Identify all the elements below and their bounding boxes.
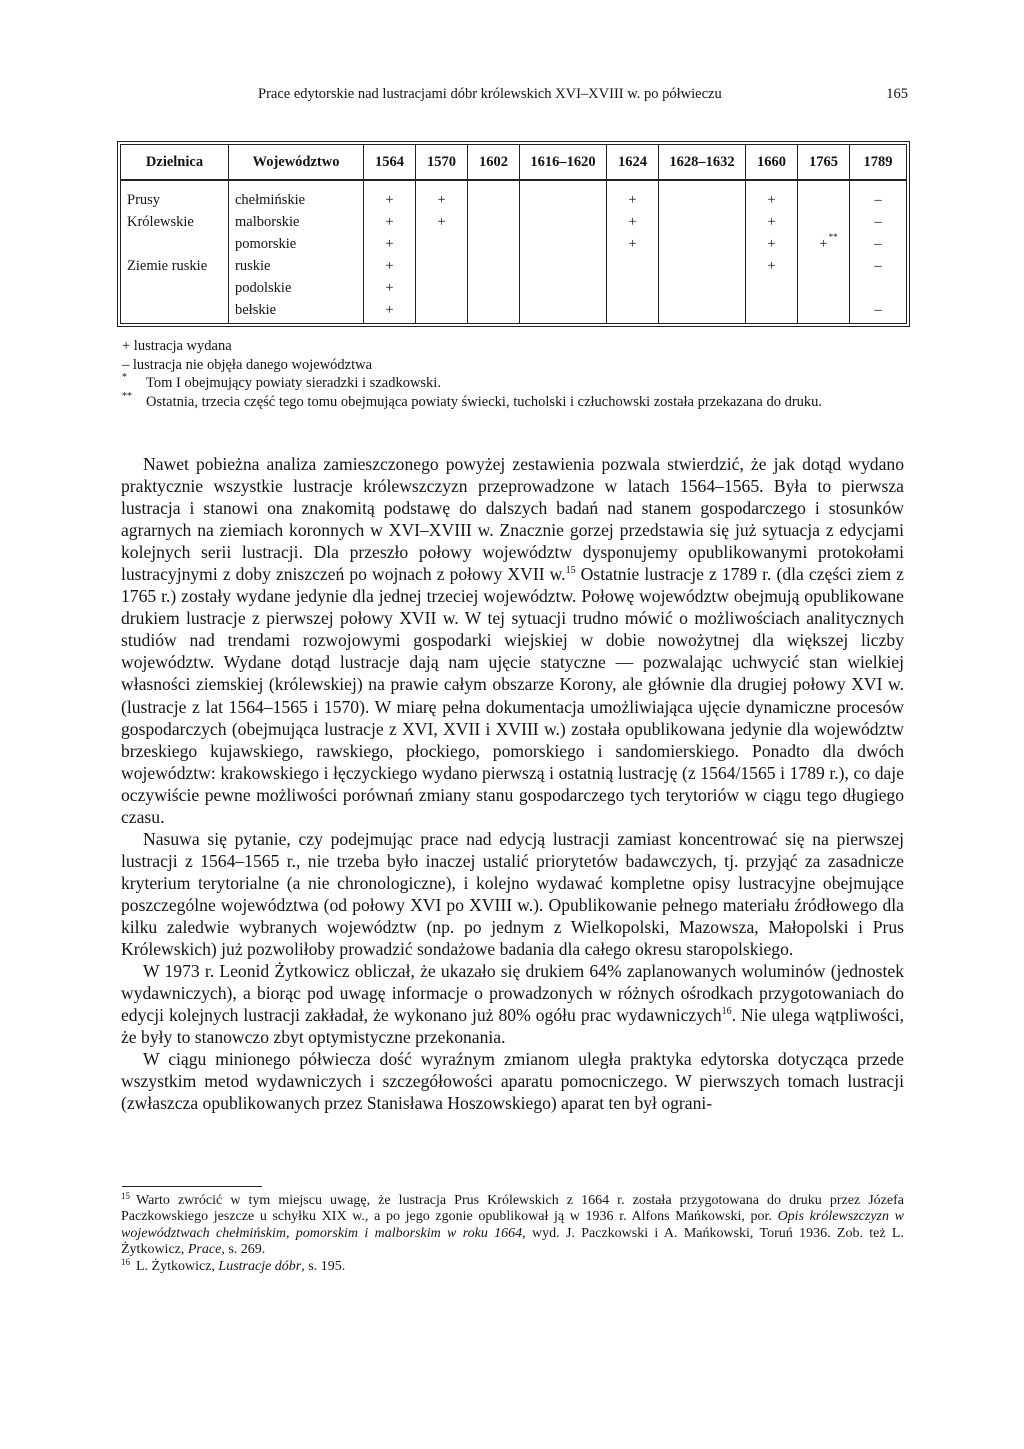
mark-cell xyxy=(363,299,415,323)
footnote-title: Opis królewszczyzn w województwach chełmińskim, pomorskim i malborskim w roku 1664 xyxy=(121,1209,904,1241)
footnote-title: Lustracje dóbr xyxy=(218,1258,302,1274)
spacer-cell xyxy=(415,181,467,189)
note-mark: ** xyxy=(122,390,132,402)
mark-symbol: + xyxy=(767,258,776,274)
footnote-title: Prace xyxy=(187,1242,222,1258)
wojewodztwo-cell: bełskie xyxy=(228,299,363,323)
footnote-text: , wyd. J. Paczkowski i A. Mańkowski, Toruń 1936. Zob. też L. Żytkowicz, xyxy=(121,1225,904,1258)
mark-symbol: – xyxy=(874,214,882,230)
mark-cell xyxy=(606,255,658,277)
mark-cell xyxy=(415,233,467,255)
mark-cell xyxy=(467,233,519,255)
mark-cell xyxy=(363,233,415,255)
footnote-text: L. Żytkowicz, xyxy=(136,1258,219,1274)
footnote-text: Warto zwrócić w tym miejscu uwagę, że lustracja Prus Królewskich z 1664 r. została przygotowana do druku przez Józefa Paczkowskiego jeszcze u schyłku XIX w., a po jego zgonie opublikował ją w 1936 r. Alfons Mańkowski, por. xyxy=(121,1193,904,1225)
dzielnica-cell xyxy=(121,299,228,323)
mark-cell xyxy=(606,189,658,211)
paragraph-3 xyxy=(121,960,904,1048)
mark-symbol: + xyxy=(628,192,637,208)
mark-symbol: + xyxy=(628,214,637,230)
mark-cell xyxy=(658,299,745,323)
column-header: Województwo xyxy=(228,145,363,181)
dzielnica-cell: Królewskie xyxy=(127,214,194,230)
mark-symbol: + xyxy=(767,192,776,208)
footnote-16 xyxy=(121,1256,904,1275)
note-text: Tom I obejmujący powiaty sieradzki i szadkowski. xyxy=(146,375,441,392)
mark-cell xyxy=(658,211,745,233)
mark-cell xyxy=(467,189,519,211)
mark-symbol: + xyxy=(767,236,776,252)
mark-symbol: + xyxy=(385,214,394,230)
mark-cell xyxy=(745,189,797,211)
table-row xyxy=(121,189,906,211)
mark-symbol: + xyxy=(819,236,828,252)
wojewodztwo-cell: chełmińskie xyxy=(228,189,363,211)
mark-symbol: + xyxy=(385,192,394,208)
mark-symbol: + xyxy=(385,280,394,296)
paragraph-text: Ostatnie lustracje z 1789 r. (dla części ziem z 1765 r.) zostały wydane jedynie dla jednej trzeciej województw. Połowę województw obejmują opublikowane drukiem lustracje z pierwszej połowy XVII w. W tej sytuacji trudno mówić o możliwościach analitycznych studiów nad trendami rozwojowymi gospodarki wiejskiej w dobie nowożytnej dla większej liczby województw. Wydane dotąd lustracje dają nam ujęcie statyczne — pozwalając uchwycić stan wielkiej własności ziemskiej (królewskiej) na prawie całym obszarze Korony, ale głównie dla drugiej połowy XVI w. (lustracje z lat 1564–1565 i 1570). W miarę pełna dokumentacja umożliwiająca ujęcie dynamiczne procesów gospodarczych (obejmująca lustracje z XVI, XVII i XVIII w.) została opublikowana jedynie dla województw brzeskiego kujawskiego, rawskiego, płockiego, pomorskiego i sandomierskiego. Ponadto dla dwóch województw: krakowskiego i łęczyckiego wydano pierwszą i ostatnią lustrację (z 1564/1565 i 1789 r.), co daje oczywiście pewne możliwości porównań zmiany stanu gospodarczego tych terytoriów w ciągu tego długiego czasu. xyxy=(121,564,904,827)
column-header: 1660 xyxy=(745,145,797,181)
paragraph-text: W 1973 r. Leonid Żytkowicz obliczał, że ukazało się drukiem 64% zaplanowanych woluminów (jednostek wydawniczych), a biorąc pod uwagę informacje o prowadzonych w różnych ośrodkach przygotowaniach do edycji kolejnych lustracji zakładał, że wykonano już 80% ogółu prac wydawniczych xyxy=(121,961,904,1026)
mark-cell xyxy=(658,277,745,299)
mark-cell xyxy=(849,299,906,323)
footnote-number: 16 xyxy=(121,1256,130,1267)
spacer-cell xyxy=(519,181,606,189)
mark-cell xyxy=(519,233,606,255)
column-header: 1602 xyxy=(467,145,519,181)
mark-symbol: – xyxy=(874,192,882,208)
mark-cell xyxy=(467,211,519,233)
mark-symbol: + xyxy=(385,302,394,318)
mark-cell xyxy=(797,277,849,299)
paragraph-1 xyxy=(121,453,904,828)
footnote-text: , s. 195. xyxy=(301,1258,346,1274)
wojewodztwo-cell: podolskie xyxy=(228,277,363,299)
mark-cell xyxy=(519,211,606,233)
lustration-table-container xyxy=(120,144,905,324)
spacer-cell xyxy=(363,181,415,189)
mark-cell xyxy=(849,233,906,255)
mark-symbol: – xyxy=(874,258,882,274)
table-row xyxy=(121,277,906,299)
footnote-number: 15 xyxy=(121,1191,130,1201)
note-marker: ** xyxy=(828,232,838,242)
spacer-cell xyxy=(849,181,906,189)
mark-cell xyxy=(849,255,906,277)
spacer-cell xyxy=(658,181,745,189)
lustration-table xyxy=(120,144,907,324)
table-row xyxy=(121,255,906,277)
mark-symbol: – xyxy=(874,302,882,318)
mark-cell xyxy=(745,211,797,233)
table-row xyxy=(121,299,906,323)
mark-cell xyxy=(745,255,797,277)
mark-symbol: + xyxy=(628,236,637,252)
table-body xyxy=(121,181,906,323)
footnote-ref-15[interactable]: 15 xyxy=(565,565,576,577)
mark-symbol: – xyxy=(874,236,882,252)
paragraph-4: W ciągu minionego półwiecza dość wyraźnym zmianom uległa praktyka edytorska dotycząca przede wszystkim metod wydawniczych i szczegółowości aparatu pomocniczego. W pierwszych tomach lustracji (zwłaszcza opublikowanych przez Stanisława Hoszowskiego) aparat ten był ograni- xyxy=(121,1049,904,1114)
table-legend xyxy=(122,337,882,411)
mark-cell xyxy=(363,255,415,277)
mark-cell xyxy=(658,189,745,211)
mark-symbol: + xyxy=(437,214,446,230)
mark-symbol: + xyxy=(767,214,776,230)
dzielnica-cell xyxy=(121,277,228,299)
legend-item-published: + lustracja wydana xyxy=(122,338,232,354)
spacer-cell xyxy=(745,181,797,189)
column-header: 1765 xyxy=(797,145,849,181)
mark-cell xyxy=(849,277,906,299)
mark-cell xyxy=(363,277,415,299)
page-number: 165 xyxy=(886,86,908,102)
table-header-row xyxy=(121,145,906,181)
mark-cell xyxy=(745,233,797,255)
mark-cell xyxy=(519,299,606,323)
mark-cell xyxy=(415,299,467,323)
mark-cell xyxy=(797,255,849,277)
spacer-cell xyxy=(797,181,849,189)
column-header: Dzielnica xyxy=(121,145,228,181)
mark-cell xyxy=(849,211,906,233)
mark-cell xyxy=(797,211,849,233)
wojewodztwo-cell: ruskie xyxy=(228,255,363,277)
mark-cell xyxy=(415,277,467,299)
mark-cell xyxy=(745,299,797,323)
spacer-cell xyxy=(467,181,519,189)
dzielnica-cell xyxy=(121,233,228,255)
mark-cell xyxy=(797,299,849,323)
mark-cell xyxy=(519,277,606,299)
mark-symbol: + xyxy=(437,192,446,208)
mark-cell xyxy=(363,189,415,211)
mark-cell xyxy=(363,211,415,233)
mark-cell xyxy=(519,255,606,277)
mark-cell xyxy=(467,277,519,299)
mark-cell xyxy=(606,277,658,299)
column-header: 1789 xyxy=(849,145,906,181)
mark-cell xyxy=(467,255,519,277)
mark-cell xyxy=(658,255,745,277)
spacer-cell xyxy=(606,181,658,189)
mark-symbol: + xyxy=(385,258,394,274)
mark-cell xyxy=(415,255,467,277)
note-text: Ostatnia, trzecia część tego tomu obejmująca powiaty świecki, tucholski i człuchowski została przekazana do druku. xyxy=(146,393,823,410)
column-header: 1570 xyxy=(415,145,467,181)
mark-cell xyxy=(606,299,658,323)
legend-note-2 xyxy=(122,390,882,412)
mark-cell xyxy=(745,277,797,299)
column-header: 1624 xyxy=(606,145,658,181)
mark-cell xyxy=(797,189,849,211)
mark-cell xyxy=(415,211,467,233)
footnote-separator xyxy=(122,1186,262,1187)
column-header: 1628–1632 xyxy=(658,145,745,181)
running-head-title: Prace edytorskie nad lustracjami dóbr królewskich XVI–XVIII w. po półwieczu xyxy=(258,86,722,102)
column-header: 1616–1620 xyxy=(519,145,606,181)
wojewodztwo-cell: malborskie xyxy=(228,211,363,233)
note-mark: * xyxy=(122,372,127,384)
mark-cell xyxy=(658,233,745,255)
legend-note-1 xyxy=(122,374,882,393)
footnote-ref-16[interactable]: 16 xyxy=(721,1006,732,1018)
footnote-text: , s. 269. xyxy=(221,1242,266,1258)
legend-item-not-covered: – lustracja nie objęła danego województwa xyxy=(122,356,373,373)
table-row xyxy=(121,211,906,233)
column-header: 1564 xyxy=(363,145,415,181)
mark-symbol: + xyxy=(385,236,394,252)
mark-cell xyxy=(467,299,519,323)
wojewodztwo-cell: pomorskie xyxy=(228,233,363,255)
paragraph-text: Nawet pobieżna analiza zamieszczonego powyżej zestawienia pozwala stwierdzić, że jak dotąd wydano praktycznie wszystkie lustracje królewszczyzn przeprowadzone w latach 1564–1565. Była to pierwsza lustracja i stanowi ona znakomitą podstawę do dalszych badań nad stanem gospodarczego i stosunków agrarnych na ziemiach koronnych w XVI–XVIII w. Znacznie gorzej przedstawia się już sytuacja z edycjami kolejnych serii lustracji. Dla przeszło połowy województw dysponujemy opublikowanymi protokołami lustracyjnymi z doby zniszczeń po wojnach z połowy XVII w. xyxy=(121,454,904,585)
spacer-cell xyxy=(121,181,228,189)
dzielnica-cell: Ziemie ruskie xyxy=(127,258,208,274)
paragraph-text: . Nie ulega wątpliwości, że były to stanowczo zbyt optymistyczne przekonania. xyxy=(121,1005,904,1048)
table-row xyxy=(121,233,906,255)
body-text xyxy=(121,453,904,1114)
mark-cell xyxy=(797,233,849,255)
mark-cell xyxy=(849,189,906,211)
footnotes xyxy=(121,1193,904,1275)
mark-cell xyxy=(606,233,658,255)
footnote-15 xyxy=(121,1193,904,1259)
mark-cell xyxy=(606,211,658,233)
dzielnica-cell: Prusy xyxy=(127,192,161,208)
paragraph-2: Nasuwa się pytanie, czy podejmując prace nad edycją lustracji zamiast koncentrować się na pierwszej lustracji z 1564–1565 r., nie trzeba było inaczej ustalić priorytetów badawczych, tj. przyjąć za zasadnicze kryterium terytorialne (a nie chronologiczne), i kolejno wydawać kompletne opisy lustracyjne obejmujące poszczególne województwa (od połowy XVI po XVIII w.). Opublikowanie pełnego materiału źródłowego dla kilku zaledwie wybranych województw (np. po jednym z Wielkopolski, Mazowsza, Małopolski i Prus Królewskich) już pozwoliłoby prowadzić sondażowe badania dla całego okresu staropolskiego. xyxy=(121,828,904,960)
mark-cell xyxy=(415,189,467,211)
table-spacer-row xyxy=(121,181,906,189)
spacer-cell xyxy=(228,181,363,189)
mark-cell xyxy=(519,189,606,211)
